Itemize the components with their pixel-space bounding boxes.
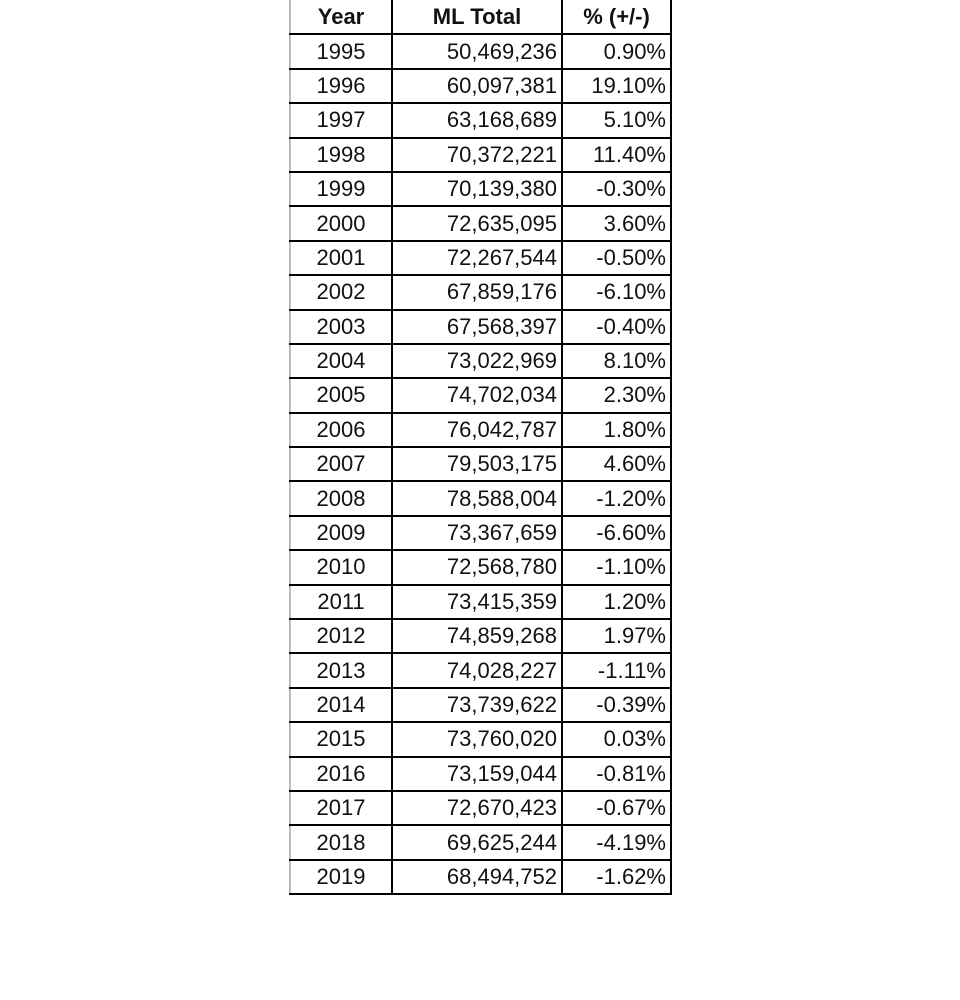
percent-change-cell: -0.40%	[562, 310, 671, 344]
percent-change-cell: 0.03%	[562, 722, 671, 756]
percent-change-cell: 1.97%	[562, 619, 671, 653]
table-row	[290, 791, 671, 825]
year-cell: 2003	[290, 310, 392, 344]
percent-change-cell: -0.30%	[562, 172, 671, 206]
year-cell: 2018	[290, 825, 392, 859]
ml-total-cell: 73,415,359	[392, 585, 562, 619]
table-row	[290, 688, 671, 722]
ml-total-cell: 60,097,381	[392, 69, 562, 103]
percent-change-cell: -0.81%	[562, 757, 671, 791]
ml-total-cell: 67,859,176	[392, 275, 562, 309]
year-cell: 2002	[290, 275, 392, 309]
header-row	[290, 0, 671, 34]
table-row	[290, 481, 671, 515]
table-row	[290, 241, 671, 275]
table-row	[290, 619, 671, 653]
year-cell: 2010	[290, 550, 392, 584]
ml-total-cell: 74,702,034	[392, 378, 562, 412]
table-row	[290, 275, 671, 309]
percent-change-cell: -4.19%	[562, 825, 671, 859]
percent-change-cell: 11.40%	[562, 138, 671, 172]
percent-change-cell: -0.39%	[562, 688, 671, 722]
year-cell: 2012	[290, 619, 392, 653]
year-cell: 2000	[290, 206, 392, 240]
attendance-table	[289, 0, 672, 895]
year-cell: 2009	[290, 516, 392, 550]
year-cell: 2006	[290, 413, 392, 447]
ml-total-cell: 74,859,268	[392, 619, 562, 653]
attendance-table-container	[289, 0, 672, 895]
ml-total-cell: 72,568,780	[392, 550, 562, 584]
ml-total-cell: 63,168,689	[392, 103, 562, 137]
year-cell: 2005	[290, 378, 392, 412]
percent-change-cell: -6.10%	[562, 275, 671, 309]
year-cell: 1995	[290, 34, 392, 68]
ml-total-cell: 78,588,004	[392, 481, 562, 515]
ml-total-cell: 70,139,380	[392, 172, 562, 206]
ml-total-cell: 79,503,175	[392, 447, 562, 481]
year-cell: 1999	[290, 172, 392, 206]
ml-total-cell: 73,739,622	[392, 688, 562, 722]
percent-change-cell: 4.60%	[562, 447, 671, 481]
table-row	[290, 757, 671, 791]
table-row	[290, 447, 671, 481]
ml-total-cell: 73,760,020	[392, 722, 562, 756]
ml-total-cell: 76,042,787	[392, 413, 562, 447]
year-cell: 2017	[290, 791, 392, 825]
table-row	[290, 103, 671, 137]
percent-change-cell: 2.30%	[562, 378, 671, 412]
ml-total-cell: 73,367,659	[392, 516, 562, 550]
year-cell: 2011	[290, 585, 392, 619]
percent-change-cell: -0.50%	[562, 241, 671, 275]
year-cell: 2015	[290, 722, 392, 756]
year-cell: 2007	[290, 447, 392, 481]
table-row	[290, 172, 671, 206]
year-cell: 2014	[290, 688, 392, 722]
percent-change-cell: 1.80%	[562, 413, 671, 447]
percent-change-cell: -1.10%	[562, 550, 671, 584]
table-row	[290, 378, 671, 412]
year-cell: 1998	[290, 138, 392, 172]
table-row	[290, 69, 671, 103]
ml-total-cell: 74,028,227	[392, 653, 562, 687]
ml-total-cell: 73,022,969	[392, 344, 562, 378]
percent-change-cell: -1.11%	[562, 653, 671, 687]
ml-total-cell: 72,635,095	[392, 206, 562, 240]
percent-change-cell: -0.67%	[562, 791, 671, 825]
percent-change-cell: 19.10%	[562, 69, 671, 103]
year-cell: 1996	[290, 69, 392, 103]
year-cell: 2008	[290, 481, 392, 515]
table-row	[290, 653, 671, 687]
table-row	[290, 138, 671, 172]
table-row	[290, 310, 671, 344]
table-row	[290, 516, 671, 550]
table-row	[290, 413, 671, 447]
table-row	[290, 550, 671, 584]
ml-total-cell: 72,670,423	[392, 791, 562, 825]
year-cell: 2001	[290, 241, 392, 275]
table-row	[290, 860, 671, 894]
ml-total-cell: 73,159,044	[392, 757, 562, 791]
table-row	[290, 34, 671, 68]
table-row	[290, 585, 671, 619]
ml-total-cell: 68,494,752	[392, 860, 562, 894]
year-cell: 1997	[290, 103, 392, 137]
percent-change-cell: 8.10%	[562, 344, 671, 378]
ml-total-cell: 67,568,397	[392, 310, 562, 344]
percent-change-cell: -6.60%	[562, 516, 671, 550]
header-percent-change: % (+/-)	[562, 0, 671, 34]
table-row	[290, 722, 671, 756]
year-cell: 2016	[290, 757, 392, 791]
header-year: Year	[290, 0, 392, 34]
table-row	[290, 206, 671, 240]
ml-total-cell: 50,469,236	[392, 34, 562, 68]
table-row	[290, 344, 671, 378]
ml-total-cell: 69,625,244	[392, 825, 562, 859]
year-cell: 2013	[290, 653, 392, 687]
percent-change-cell: -1.20%	[562, 481, 671, 515]
percent-change-cell: 3.60%	[562, 206, 671, 240]
percent-change-cell: 1.20%	[562, 585, 671, 619]
percent-change-cell: -1.62%	[562, 860, 671, 894]
ml-total-cell: 72,267,544	[392, 241, 562, 275]
percent-change-cell: 0.90%	[562, 34, 671, 68]
header-ml-total: ML Total	[392, 0, 562, 34]
percent-change-cell: 5.10%	[562, 103, 671, 137]
ml-total-cell: 70,372,221	[392, 138, 562, 172]
table-row	[290, 825, 671, 859]
year-cell: 2004	[290, 344, 392, 378]
year-cell: 2019	[290, 860, 392, 894]
table-body	[290, 34, 671, 894]
